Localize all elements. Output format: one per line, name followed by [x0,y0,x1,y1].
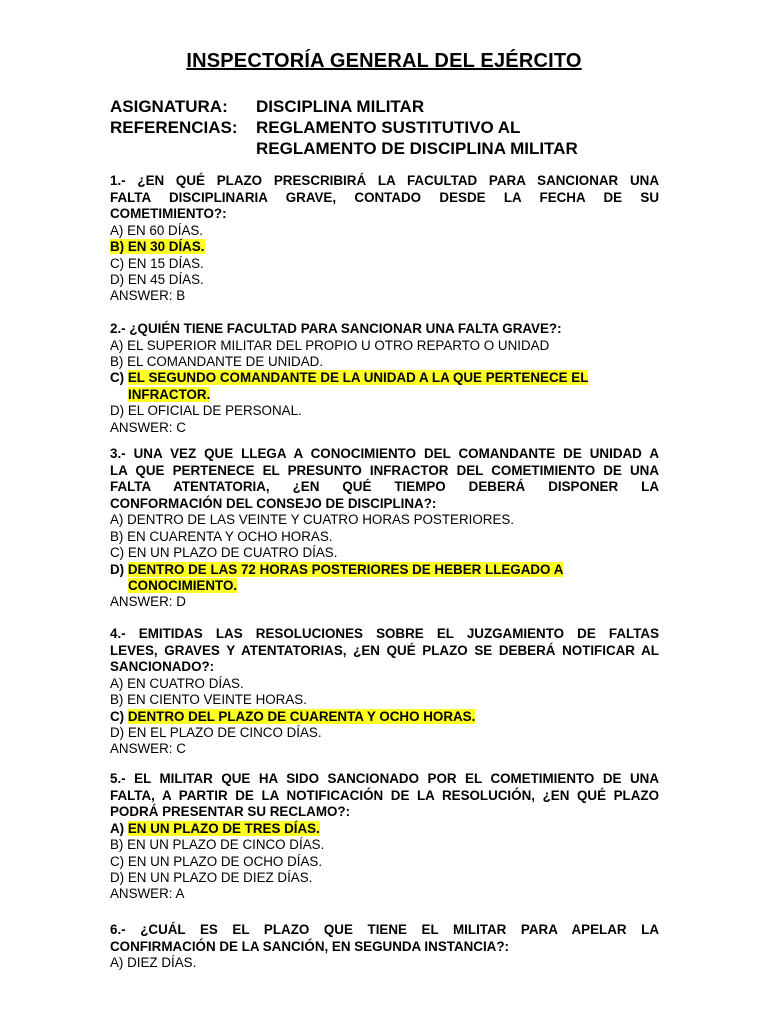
option-a-correct: A) EN UN PLAZO DE TRES DÍAS. [110,820,320,836]
question-5 [110,771,659,903]
question-text: 2.- ¿QUIÉN TIENE FACULTAD PARA SANCIONAR UNA FALTA GRAVE?: [110,321,562,336]
option-d: D) EL OFICIAL DE PERSONAL. [110,403,302,419]
asignatura-row [110,96,424,117]
option-c-correct: C) DENTRO DEL PLAZO DE CUARENTA Y OCHO HORAS. [110,708,476,724]
question-text: 6.- ¿CUÁL ES EL PLAZO QUE TIENE EL MILITAR PARA APELAR LA CONFIRMACIÓN DE LA SANCIÓN, EN SEGUNDA INSTANCIA?: [110,922,659,954]
answer-line: ANSWER: C [110,741,186,757]
answer-line: ANSWER: C [110,419,186,435]
referencias-label: REFERENCIAS: [110,118,238,137]
option-c: C) EN UN PLAZO DE CUATRO DÍAS. [110,545,338,561]
option-a: A) EN CUATRO DÍAS. [110,675,244,691]
option-b-correct [110,239,659,255]
question-2 [110,321,659,436]
option-c: C) EN 15 DÍAS. [110,255,204,271]
asignatura-label: ASIGNATURA: [110,97,228,116]
option-c: C) EN UN PLAZO DE OCHO DÍAS. [110,853,323,869]
option-a: A) EL SUPERIOR MILITAR DEL PROPIO U OTRO REPARTO O UNIDAD [110,337,550,353]
option-d: D) EN UN PLAZO DE DIEZ DÍAS. [110,870,313,885]
highlighted-answer: B) EN 30 DÍAS. [110,239,205,255]
referencias-row [110,117,520,138]
option-d-correct: D) DENTRO DE LAS 72 HORAS POSTERIORES DE HEBER LLEGADO A CONOCIMIENTO. [110,561,564,593]
question-text: 3.- UNA VEZ QUE LLEGA A CONOCIMIENTO DEL COMANDANTE DE UNIDAD A LA QUE PERTENECE EL PRESUNTO INFRACTOR DEL COMETIMIENTO DE UNA FALTA ATENTATORIA, ¿EN QUÉ TIEMPO DEBERÁ DISPONER LA CONFORMACIÓN DEL CONSEJO DE DISCIPLINA?: [110,446,659,511]
option-a: A) DENTRO DE LAS VEINTE Y CUATRO HORAS POSTERIORES. [110,512,515,528]
question-1 [110,173,659,305]
question-4 [110,626,659,758]
option-b: B) EN UN PLAZO DE CINCO DÍAS. [110,837,325,853]
highlighted-answer: EL SEGUNDO COMANDANTE DE LA UNIDAD A LA QUE PERTENECE EL [127,370,589,386]
question-text: 5.- EL MILITAR QUE HA SIDO SANCIONADO POR EL COMETIMIENTO DE UNA FALTA, A PARTIR DE LA NOTIFICACIÓN DE LA RESOLUCIÓN, ¿EN QUÉ PLAZO PODRÁ PRESENTAR SU RECLAMO?: [110,771,659,820]
referencias-value-line2: REGLAMENTO DE DISCIPLINA MILITAR [256,139,578,158]
asignatura-value: DISCIPLINA MILITAR [256,97,425,116]
question-3 [110,446,659,611]
option-a: A) EN 60 DÍAS. [110,222,204,238]
option-a: A) DIEZ DÍAS. [110,955,197,971]
highlighted-answer-cont: INFRACTOR. [128,386,211,402]
option-b: B) EN CUARENTA Y OCHO HORAS. [110,528,333,544]
highlighted-answer: EN UN PLAZO DE TRES DÍAS. [127,820,320,836]
question-text: 1.- ¿EN QUÉ PLAZO PRESCRIBIRÁ LA FACULTAD PARA SANCIONAR UNA FALTA DISCIPLINARIA GRAVE, CONTADO DESDE LA FECHA DE SU COMETIMIENTO?: [110,173,659,222]
highlighted-answer: DENTRO DEL PLAZO DE CUARENTA Y OCHO HORAS. [127,708,476,724]
option-c-correct: C) EL SEGUNDO COMANDANTE DE LA UNIDAD A LA QUE PERTENECE EL INFRACTOR. [110,370,589,402]
answer-line: ANSWER: B [110,288,186,304]
document-title: INSPECTORÍA GENERAL DEL EJÉRCITO [186,50,582,72]
highlighted-answer: DENTRO DE LAS 72 HORAS POSTERIORES DE HEBER LLEGADO A [127,561,564,577]
option-d: D) EN 45 DÍAS. [110,272,204,287]
option-b: B) EL COMANDANTE DE UNIDAD. [110,354,324,369]
option-b: B) EN CIENTO VEINTE HORAS. [110,692,307,708]
question-6 [110,922,659,972]
answer-line: ANSWER: A [110,886,185,902]
referencias-value-line1: REGLAMENTO SUSTITUTIVO AL [256,118,521,137]
answer-line: ANSWER: D [110,594,186,610]
highlighted-answer-cont: CONOCIMIENTO. [128,578,238,593]
question-text: 4.- EMITIDAS LAS RESOLUCIONES SOBRE EL JUZGAMIENTO DE FALTAS LEVES, GRAVES Y ATENTATORIAS, ¿EN QUÉ PLAZO SE DEBERÁ NOTIFICAR AL SANCIONADO?: [110,626,659,675]
option-d: D) EN EL PLAZO DE CINCO DÍAS. [110,725,322,740]
